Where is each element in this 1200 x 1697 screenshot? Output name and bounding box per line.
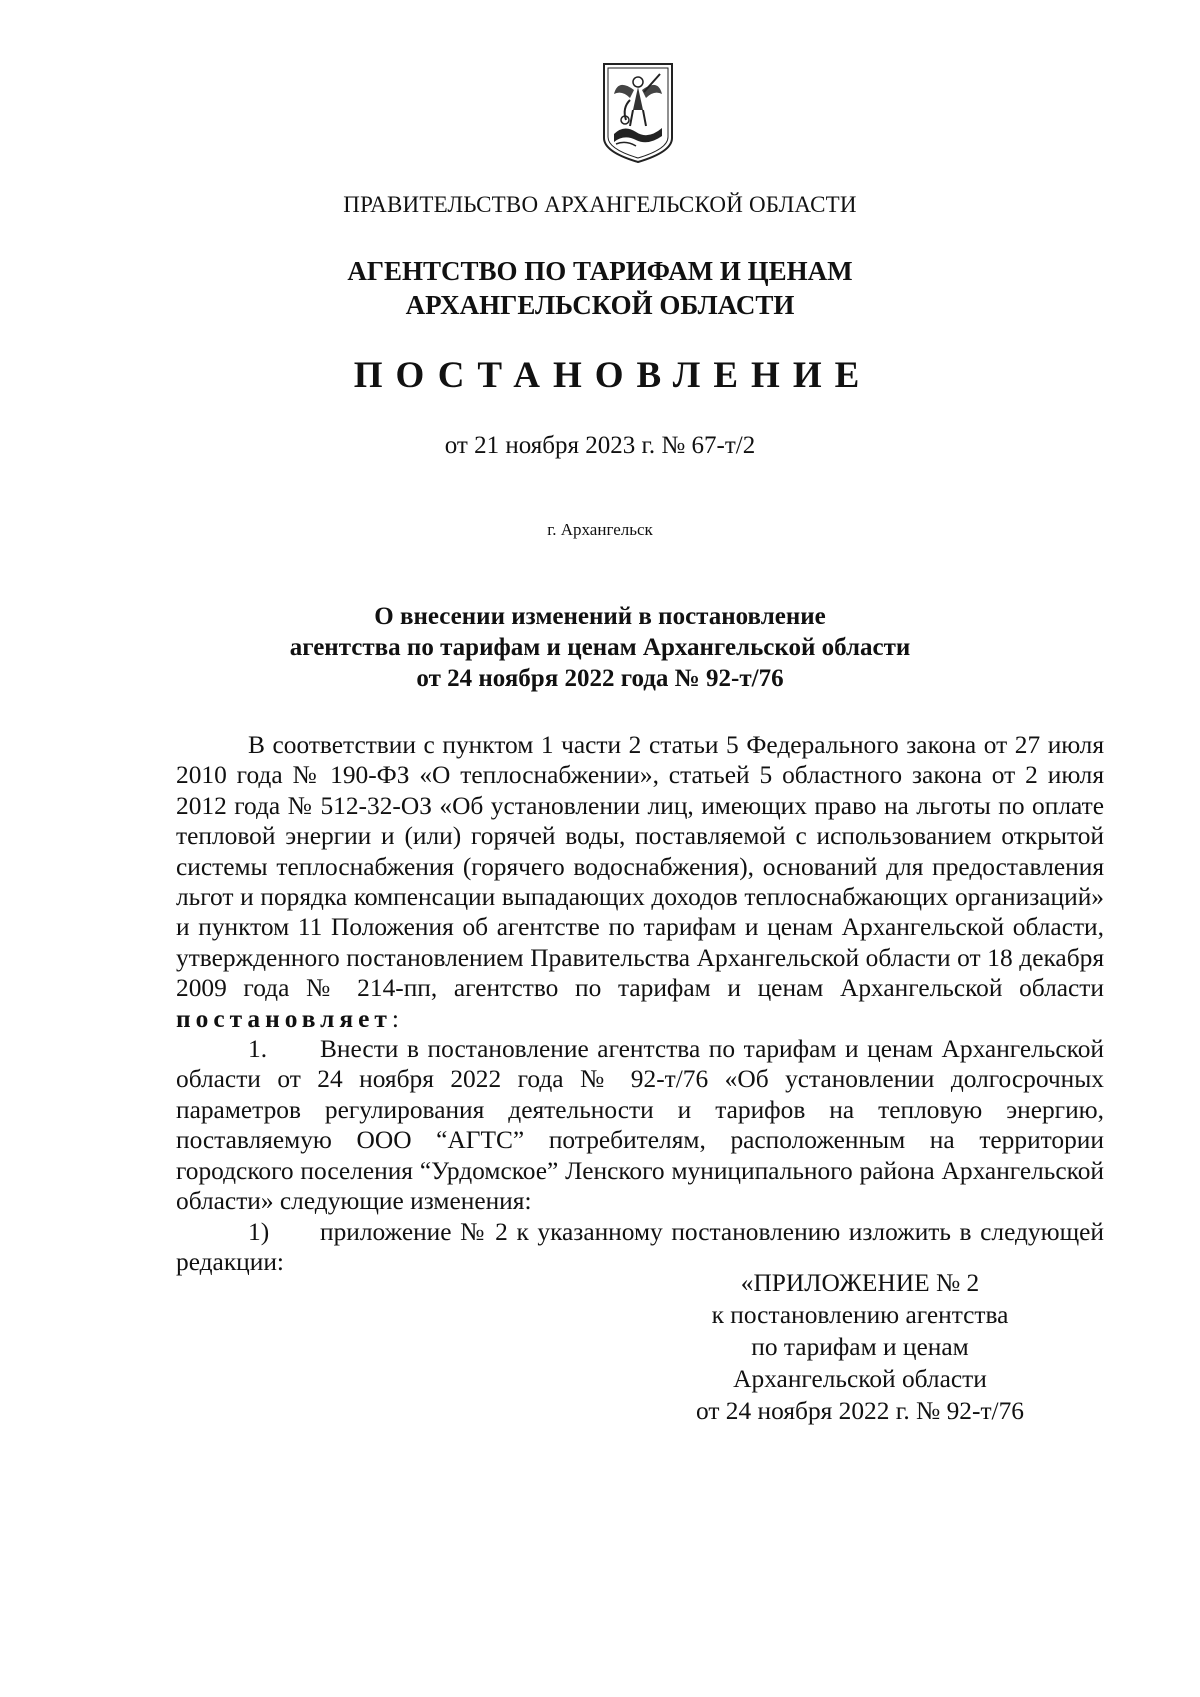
subject-line2: агентства по тарифам и ценам Архангельской области — [289, 634, 911, 661]
subject-line3: от 24 ноября 2022 года № 92-т/76 — [416, 665, 784, 692]
document-city: г. Архангельск — [547, 520, 653, 539]
preamble-text: В соответствии с пунктом 1 части 2 статьи 5 Федерального закона от 27 июля 2010 года № 190-ФЗ «О теплоснабжении», статьей 5 областного закона от 2 июля 2012 года № 512-32-ОЗ «Об установлении лиц, имеющих право на льготы по оплате тепловой энергии и (или) горячей воды, поставляемой с использованием открытой системы теплоснабжения (горячего водоснабжения), оснований для предоставления льгот и порядка компенсации выпадающих доходов теплоснабжающих организаций» и пунктом 11 Положения об агентстве по тарифам и ценам Архангельской области, утвержденного постановлением Правительства Архангельской области от 18 декабря 2009 года № 214-пп, агентство по тарифам и ценам Архангельской области — [176, 731, 1104, 1003]
subject-line1: О внесении изменений в постановление — [374, 603, 826, 630]
appendix-line4: Архангельской области — [733, 1365, 987, 1393]
coat-of-arms-icon — [600, 60, 676, 166]
resolves-word: постановляет — [176, 1004, 392, 1033]
preamble-paragraph — [176, 730, 1104, 1034]
resolves-colon: : — [391, 1004, 399, 1033]
agency-name-line2: АРХАНГЕЛЬСКОЙ ОБЛАСТИ — [405, 290, 795, 320]
item-1-text: Внести в постановление агентства по тарифам и ценам Архангельской области от 24 ноября 2022 года № 92-т/76 «Об установлении долгосрочных параметров регулирования деятельности и тарифов на тепловую энергию, поставляемую ООО “АГТС” потребителям, расположенным на территории городского поселения “Урдомское” Ленского муниципального района Архангельской области» следующие изменения: — [176, 1035, 1104, 1216]
appendix-line2: к постановлению агентства — [711, 1301, 1009, 1329]
government-name: ПРАВИТЕЛЬСТВО АРХАНГЕЛЬСКОЙ ОБЛАСТИ — [343, 192, 857, 217]
item-1-number: 1. — [248, 1035, 268, 1064]
agency-name-line1: АГЕНТСТВО ПО ТАРИФАМ И ЦЕНАМ — [347, 256, 853, 286]
item-1-paragraph — [176, 1034, 1104, 1216]
document-type-title: ПОСТАНОВЛЕНИЕ — [353, 355, 873, 396]
appendix-line1: «ПРИЛОЖЕНИЕ № 2 — [740, 1269, 980, 1297]
appendix-line3: по тарифам и ценам — [751, 1333, 969, 1361]
document-body — [176, 730, 1104, 1277]
document-date-number: от 21 ноября 2023 г. № 67-т/2 — [444, 432, 756, 459]
agency-name — [150, 254, 1050, 322]
appendix-line5: от 24 ноября 2022 г. № 92-т/76 — [696, 1397, 1024, 1425]
appendix-header — [690, 1267, 1030, 1427]
subitem-1-number: 1) — [248, 1217, 270, 1246]
subitem-1-text: приложение № 2 к указанному постановлению изложить в следующей редакции: — [176, 1217, 1104, 1276]
document-subject — [150, 601, 1050, 694]
